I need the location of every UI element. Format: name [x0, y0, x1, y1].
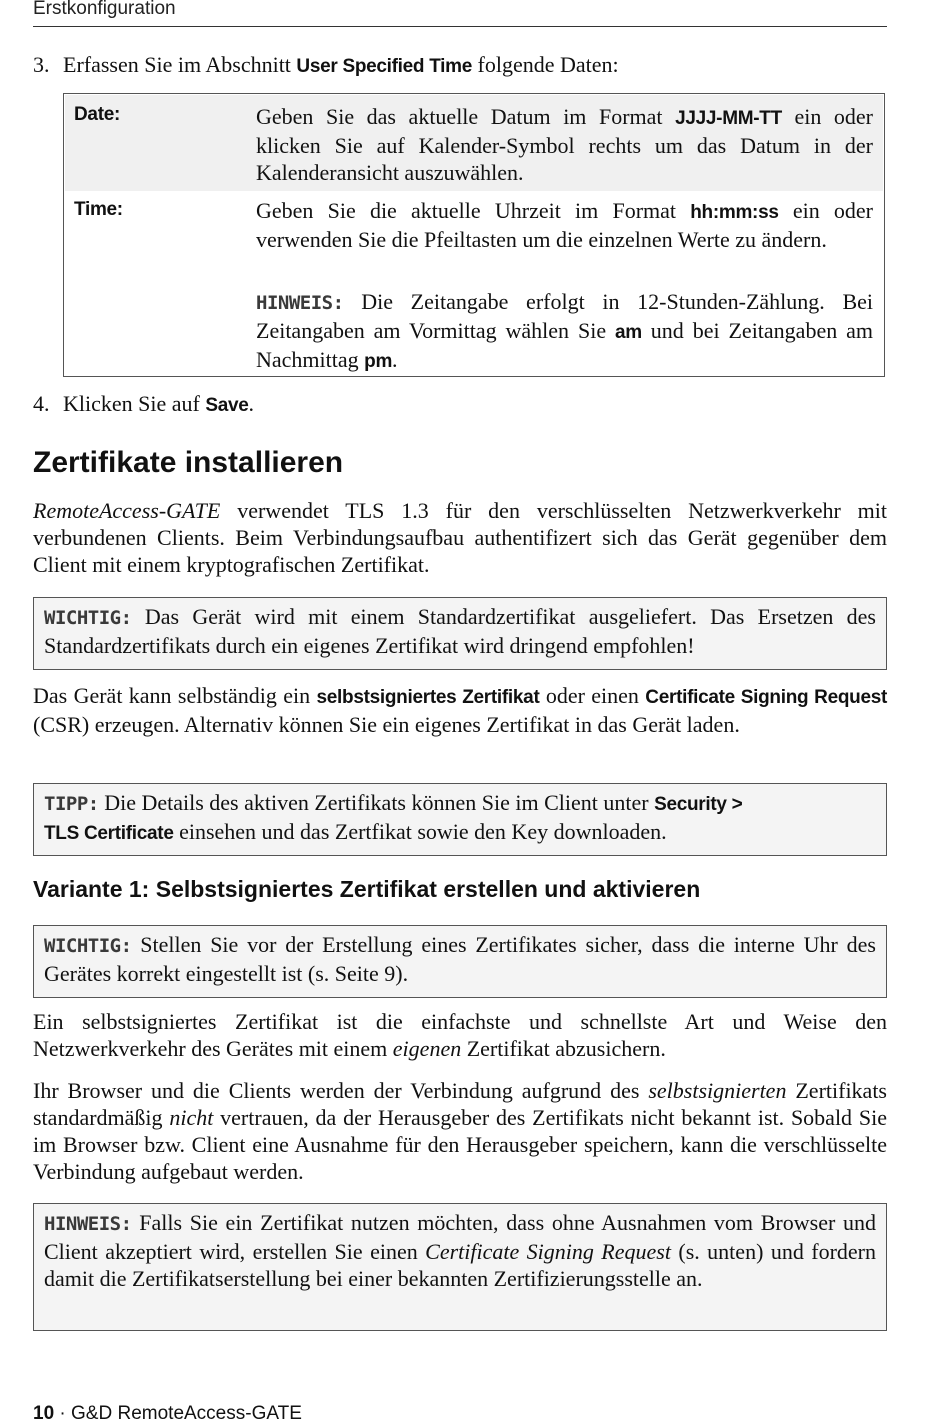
self-signed-term: selbstsigniertes Zertifikat — [316, 687, 540, 708]
csr-text-c: oder einen — [539, 683, 646, 708]
p1-text-b: Zertifikat abzusichern. — [461, 1036, 666, 1061]
step-4 — [33, 390, 254, 419]
self-signed-paragraph — [33, 1008, 887, 1062]
csr-text-a: Das Gerät kann selbständig ein — [33, 683, 317, 708]
important-box-2 — [33, 925, 887, 998]
step-text: Erfassen Sie im Abschnitt — [63, 52, 297, 77]
time-text: Geben Sie die aktuelle Uhrzeit im Format — [256, 198, 691, 223]
intro-text: verwendet TLS 1.3 für den verschlüsselten Netzwerkverkehr mit verbundenen Clients. Beim Verbindungsaufbau authentifizert sich das Gerät gegenüber dem Client mit einem kryptografischen Zertifikat. — [33, 498, 887, 577]
date-key: Date: — [74, 104, 121, 125]
time-key: Time: — [74, 199, 123, 220]
p1-text-a: Ein selbstsigniertes Zertifikat ist die einfachste und schnellste Art und Weise den Netzwerkverkehr des Gerätes mit einem — [33, 1009, 887, 1061]
p2-text-b: Zertifikats standardmäßig — [33, 1078, 887, 1130]
important-label-2: WICHTIG: — [44, 935, 132, 957]
intro-paragraph — [33, 497, 887, 578]
csr-text-e: (CSR) erzeugen. Alternativ können Sie ein eigenes Zertifikat in das Gerät laden. — [33, 712, 740, 737]
step-text-end: folgende Daten: — [472, 52, 619, 77]
footer-product: G&D RemoteAccess-GATE — [71, 1403, 302, 1424]
important-text — [44, 603, 876, 659]
note-text-2 — [44, 1209, 876, 1292]
tip-body-b: einsehen und das Zertfikat sowie den Key downloaden. — [173, 819, 667, 844]
p2-text-c: vertrauen, da der Herausgeber des Zertifikats nicht bekannt ist. Sobald Sie im Browser bzw. Client eine Ausnahme für den Herausgeber speichern, kann die verschlüsselte Verbindung aufgebaut werden. — [33, 1105, 887, 1184]
footer-separator: · — [54, 1403, 72, 1424]
running-header: Erstkonfiguration — [33, 0, 176, 19]
am-label: am — [615, 322, 642, 343]
tip-body-a: Die Details des aktiven Zertifikats können Sie im Client unter — [98, 790, 655, 815]
date-format: JJJJ-MM-TT — [675, 108, 782, 129]
trust-paragraph — [33, 1077, 887, 1185]
time-format: hh:mm:ss — [690, 202, 779, 223]
note-body-b: (s. unten) und fordern damit die Zertifikatserstellung bei einer bekannten Zertifizierungsstelle an. — [44, 1239, 876, 1291]
date-text: Geben Sie das aktuelle Datum im Format — [256, 104, 676, 129]
section-name: User Specified Time — [296, 56, 473, 77]
step-text-end: . — [248, 391, 255, 416]
important-text-2 — [44, 931, 876, 987]
note-text-end: . — [392, 347, 398, 372]
tip-label: TIPP: — [44, 793, 99, 815]
page-number: 10 — [33, 1403, 55, 1424]
csr-emphasis: Certificate Signing Request — [425, 1239, 671, 1264]
step-number: 3. — [33, 52, 50, 77]
menu-path-tls: TLS Certificate — [44, 823, 174, 844]
p2-text-a: Ihr Browser und die Clients werden der Verbindung aufgrund des — [33, 1078, 649, 1103]
csr-paragraph — [33, 682, 887, 738]
tip-box — [33, 783, 887, 856]
note-label: HINWEIS: — [256, 292, 344, 314]
section-heading: Zertifikate installieren — [33, 446, 344, 479]
time-note — [256, 288, 873, 375]
step-3 — [33, 51, 619, 80]
csr-term: Certificate Signing Request — [645, 687, 888, 708]
page-footer — [33, 1403, 302, 1425]
time-description — [256, 197, 873, 253]
note-box — [33, 1203, 887, 1331]
product-name: RemoteAccess-GATE — [33, 498, 221, 523]
subsection-heading: Variante 1: Selbstsigniertes Zertifikat erstellen und aktivieren — [33, 876, 701, 902]
date-description — [256, 103, 873, 186]
tip-text — [44, 789, 876, 847]
p1-emphasis: eigenen — [392, 1036, 462, 1061]
note-label-2: HINWEIS: — [44, 1213, 132, 1235]
date-text-end: ein oder klicken Sie auf Kalender-Symbol rechts um das Datum in der Kalenderansicht auszuwählen. — [256, 104, 874, 185]
note-text: Die Zeitangabe erfolgt in 12-Stunden-Zählung. Bei Zeitangaben am Vormittag wählen Sie — [256, 289, 873, 343]
settings-table — [63, 93, 885, 377]
important-body: Das Gerät wird mit einem Standardzertifikat ausgeliefert. Das Ersetzen des Standardzertifikats durch ein eigenes Zertifikat wird dringend empfohlen! — [44, 604, 876, 658]
time-text-end: ein oder verwenden Sie die Pfeiltasten um die einzelnen Werte zu ändern. — [256, 198, 874, 252]
header-rule — [33, 26, 887, 27]
important-label: WICHTIG: — [44, 607, 132, 629]
important-body-2: Stellen Sie vor der Erstellung eines Zertifikates sicher, dass die interne Uhr des Gerätes korrekt eingestellt ist (s. Seite 9). — [44, 932, 876, 986]
note-body-a: Falls Sie ein Zertifikat nutzen möchten, dass ohne Ausnahmen vom Browser und Client akzeptiert wird, erstellen Sie einen — [44, 1210, 876, 1264]
p2-emphasis-2: nicht — [169, 1105, 214, 1130]
step-number: 4. — [33, 391, 50, 416]
save-label: Save — [205, 395, 249, 416]
menu-path-security: Security > — [654, 794, 743, 815]
p2-emphasis-1: selbstsignierten — [648, 1078, 787, 1103]
step-text: Klicken Sie auf — [63, 391, 206, 416]
important-box — [33, 597, 887, 670]
pm-label: pm — [364, 351, 393, 372]
note-text-mid: und bei Zeitangaben am Nachmittag — [256, 318, 873, 372]
